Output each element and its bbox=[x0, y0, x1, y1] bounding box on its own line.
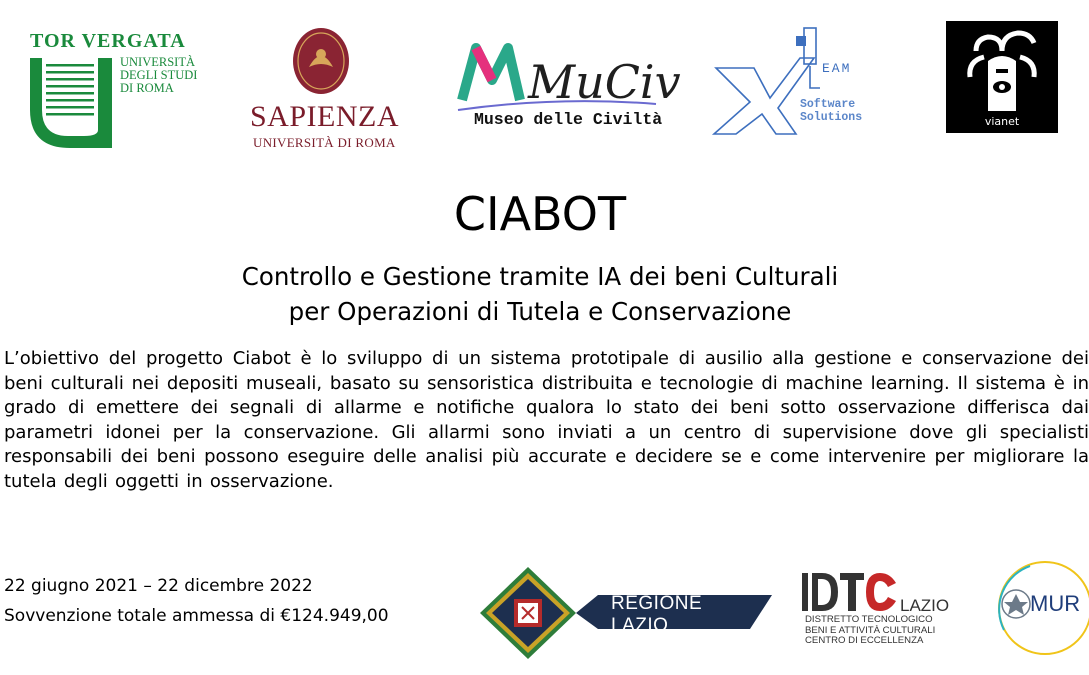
sapienza-subtitle: UNIVERSITÀ DI ROMA bbox=[253, 135, 396, 150]
regione-lazio-line2: LAZIO bbox=[611, 615, 669, 636]
tor-vergata-title: TOR VERGATA bbox=[30, 30, 186, 52]
dtc-subtitle bbox=[805, 615, 935, 647]
dtc-logo bbox=[800, 567, 900, 615]
dtc-line1: DISTRETTO TECNOLOGICO bbox=[805, 614, 933, 625]
subtitle-line1: Controllo e Gestione tramite IA dei beni Culturali bbox=[241, 262, 839, 291]
xteam-eam: EAM bbox=[822, 61, 852, 76]
xteam-line2: Solutions bbox=[800, 111, 863, 124]
tor-vergata-subtitle bbox=[120, 56, 197, 95]
xteam-tagline bbox=[800, 98, 862, 124]
mur-label: MUR bbox=[1030, 591, 1081, 616]
muciv-logo bbox=[458, 40, 681, 112]
vianet-label: vianet bbox=[984, 115, 1020, 128]
dtc-lazio-label: LAZIO bbox=[900, 596, 950, 615]
project-funding: Sovvenzione totale ammessa di €124.949,00 bbox=[4, 606, 389, 626]
tor-vergata-line1: UNIVERSITÀ bbox=[120, 55, 195, 69]
sapienza-seal-icon bbox=[291, 27, 351, 95]
page-subtitle bbox=[0, 259, 1080, 329]
tor-vergata-line3: DI ROMA bbox=[120, 81, 174, 95]
dtc-line2: BENI E ATTIVITÀ CULTURALI bbox=[805, 624, 936, 636]
regione-lazio-text bbox=[611, 593, 702, 637]
tor-vergata-line2: DEGLI STUDI bbox=[120, 68, 198, 82]
project-description: L’obiettivo del progetto Ciabot è lo sviluppo di un sistema prototipale di ausilio alla gestione e conservazione dei beni culturali nei depositi museali, basato su sensoristica distribuita e tecnologie di machine learning. Il sistema è in grado di emettere dei segnali di allarme e notifiche qualora lo stato dei beni sotto osservazione differisca dai parametri idonei per la conservazione. Gli allarmi sono inviati a un centro di supervisione dove gli specialisti responsabili dei beni possono eseguire delle analisi più accurate e decidere se e come intervenire per migliorare la tutela degli oggetti in osservazione. bbox=[4, 348, 1089, 492]
regione-lazio-line1: REGIONE bbox=[611, 593, 703, 614]
page-title: CIABOT bbox=[453, 187, 627, 241]
xteam-line1: Software bbox=[800, 98, 856, 111]
subtitle-line2: per Operazioni di Tutela e Conservazione bbox=[288, 297, 792, 326]
sapienza-name: SAPIENZA bbox=[250, 100, 400, 133]
svg-text:MuCiv: MuCiv bbox=[528, 55, 681, 109]
muciv-subtitle: Museo delle Civiltà bbox=[474, 110, 663, 129]
project-dates: 22 giugno 2021 – 22 dicembre 2022 bbox=[4, 576, 313, 596]
dtc-line3: CENTRO DI ECCELLENZA bbox=[805, 635, 924, 646]
